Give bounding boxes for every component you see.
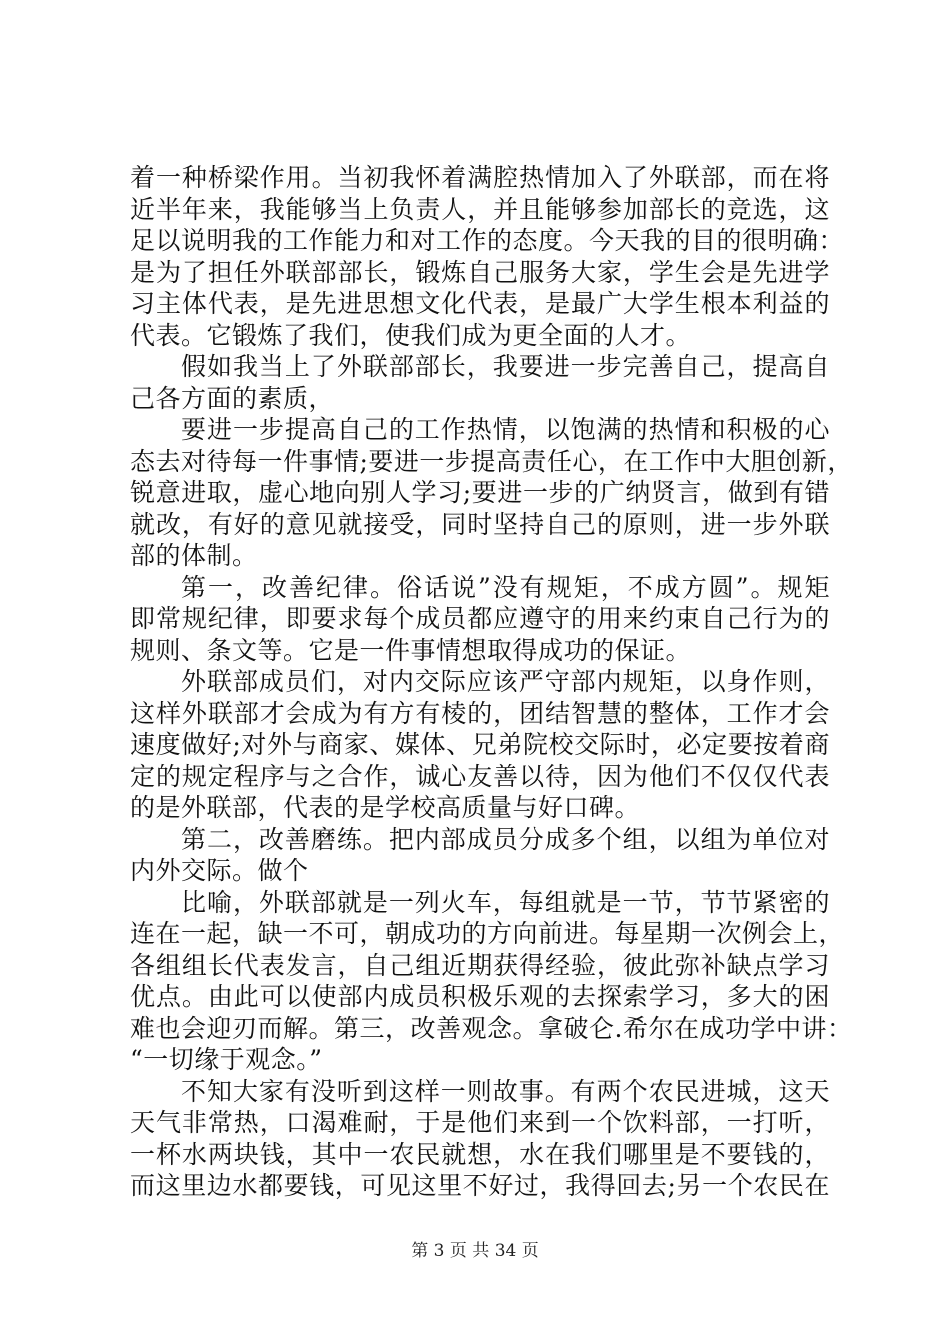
text-line: 第一，改善纪律。俗话说”没有规矩，不成方圆”。规矩 (181, 572, 830, 602)
text-line: 连在一起，缺一不可，朝成功的方向前进。每星期一次例会上， (130, 919, 845, 948)
text-line: 难也会迎刃而解。第三，改善观念。拿破仑.希尔在成功学中讲： (130, 1013, 853, 1043)
text-line: 己各方面的素质， (130, 383, 335, 413)
text-line: 内外交际。做个 (130, 856, 309, 885)
text-line: 第二，改善磨练。把内部成员分成多个组，以组为单位对 (181, 824, 830, 854)
text-line: 足以说明我的工作能力和对工作的态度。今天我的目的很明确： (130, 226, 845, 255)
text-line: “一切缘于观念。” (130, 1045, 323, 1074)
text-line: 部的体制。 (130, 541, 258, 570)
text-line: 比喻，外联部就是一列火车，每组就是一节，节节紧密的 (181, 887, 830, 917)
page-footer: 第 3 页 共 34 页 (411, 1241, 539, 1261)
text-line: 假如我当上了外联部部长，我要进一步完善自己，提高自 (181, 352, 830, 381)
text-line: 代表。它锻炼了我们，使我们成为更全面的人才。 (130, 320, 692, 350)
text-line: 是为了担任外联部部长，锻炼自己服务大家，学生会是先进学 (130, 257, 830, 287)
text-line: 而这里边水都要钱，可见这里不好过，我得回去;另一个农民在 (130, 1171, 830, 1200)
text-line: 一杯水两块钱，其中一农民就想，水在我们哪里是不要钱的， (130, 1139, 830, 1169)
text-line: 优点。由此可以使部内成员积极乐观的去探索学习，多大的困 (130, 982, 830, 1011)
document-body (130, 162, 853, 1202)
text-line: 近半年来，我能够当上负责人，并且能够参加部长的竞选，这 (130, 194, 830, 224)
text-line: 速度做好;对外与商家、媒体、兄弟院校交际时，必定要按着商 (130, 730, 830, 759)
text-line: 这样外联部才会成为有方有棱的，团结智慧的整体，工作才会 (130, 698, 830, 728)
text-line: 就改，有好的意见就接受，同时坚持自己的原则，进一步外联 (130, 509, 830, 539)
text-line: 天气非常热，口渴难耐，于是他们来到一个饮料部，一打听， (130, 1108, 830, 1137)
text-line: 规则、条文等。它是一件事情想取得成功的保证。 (130, 635, 692, 665)
text-line: 态去对待每一件事情;要进一步提高责任心，在工作中大胆创新， (130, 446, 853, 476)
text-line: 要进一步提高自己的工作热情，以饱满的热情和积极的心 (181, 415, 830, 444)
text-line: 习主体代表，是先进思想文化代表，是最广大学生根本利益的 (130, 289, 830, 318)
text-line: 各组组长代表发言，自己组近期获得经验，彼此弥补缺点学习 (130, 950, 830, 980)
text-line: 即常规纪律，即要求每个成员都应遵守的用来约束自己行为的 (130, 604, 830, 633)
text-line: 的是外联部，代表的是学校高质量与好口碑。 (130, 793, 641, 822)
text-line: 不知大家有没听到这样一则故事。有两个农民进城，这天 (181, 1076, 830, 1106)
text-line: 锐意进取，虚心地向别人学习;要进一步的广纳贤言，做到有错 (130, 478, 830, 507)
text-line: 着一种桥梁作用。当初我怀着满腔热情加入了外联部，而在将 (130, 163, 830, 192)
text-line: 外联部成员们，对内交际应该严守部内规矩，以身作则， (181, 667, 830, 696)
text-line: 定的规定程序与之合作，诚心友善以待，因为他们不仅仅代表 (130, 761, 830, 791)
